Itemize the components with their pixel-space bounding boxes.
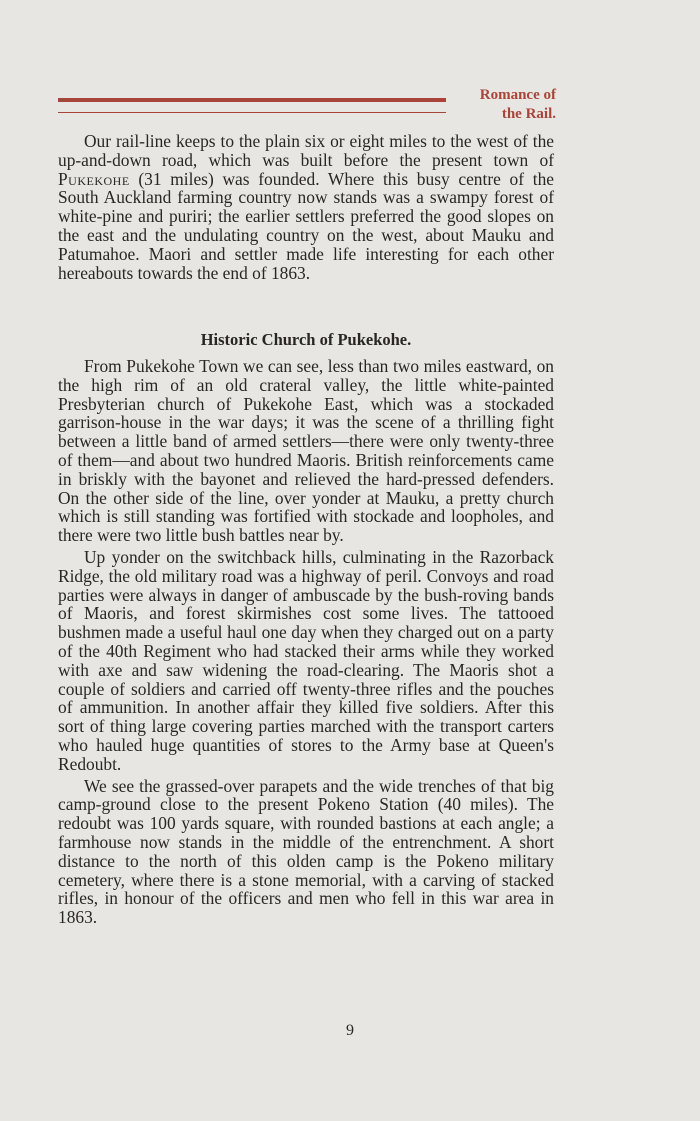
place-name-pukekohe: Pukekohe xyxy=(58,168,130,189)
header-rule-thick xyxy=(58,98,446,102)
running-head-line-1: Romance of xyxy=(479,87,556,103)
running-head xyxy=(446,86,556,124)
paragraph: From Pukekohe Town we can see, less than two miles eastward, on the high rim of an old crateral valley, the little white-painted Presbyterian church of Pukekohe East, which was a stockaded garrison-house in the war days; it was the scene of a thrilling fight between a little band of armed settlers—there were only twenty-three of them—and about two hundred Maoris. British reinforcements came in briskly with the bayonet and relieved the hard-pressed defenders. On the other side of the line, over yonder at Mauku, a pretty church which is still standing was fortified with stockade and loopholes, and there were two little bush battles near by. xyxy=(58,356,554,546)
section-heading: Historic Church of Pukekohe. xyxy=(200,330,412,349)
paragraph-intro xyxy=(58,132,554,282)
paragraph-intro-rest: (31 miles) was founded. Where this busy centre of the South Auckland farming country now stands was a swampy forest of white-pine and puriri; the earlier settlers preferred the good slopes on the east and the undulating country on the west, about Mauku and Patumahoe. Maori and settler made life interesting for each other hereabouts towards the end of 1863. xyxy=(58,168,554,283)
body-text-intro xyxy=(58,132,554,282)
header-rule-thin xyxy=(58,112,446,113)
paragraph-intro-lead: Our rail-line keeps to the plain six or eight miles to the west of the up-and-down road, which was built before the present town of xyxy=(58,131,554,170)
paragraph: We see the grassed-over parapets and the wide trenches of that big camp-ground close to the present Pokeno Station (40 miles). The redoubt was 100 yards square, with rounded bastions at each angle; a farmhouse now stands in the middle of the entrenchment. A short distance to the north of this olden camp is the Pokeno military cemetery, where there is a stone memorial, with a carving of stacked rifles, in honour of the officers and men who fell in this war area in 1863. xyxy=(58,775,554,928)
running-head-line-2: the Rail. xyxy=(501,106,556,122)
paragraph: Up yonder on the switchback hills, culminating in the Razorback Ridge, the old military road was a highway of peril. Convoys and road parties were always in danger of ambuscade by the bush-roving bands of Maoris, and forest skirmishes cost some lives. The tattooed bushmen made a useful haul one day when they charged out on a party of the 40th Regiment who had stacked their arms while they worked with axe and saw widening the road-clearing. The Maoris shot a couple of soldiers and carried off twenty-three rifles and the pouches of ammunition. In another affair they killed five soldiers. After this sort of thing large covering parties marched with the transport carters who hauled huge quantities of stores to the Army base at Queen's Redoubt. xyxy=(58,546,554,774)
body-text-section xyxy=(58,357,554,927)
page-number: 9 xyxy=(346,1022,354,1039)
